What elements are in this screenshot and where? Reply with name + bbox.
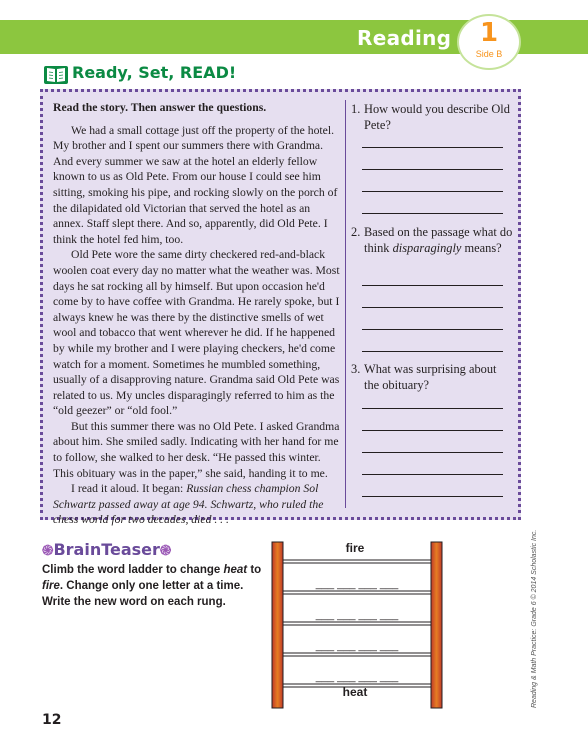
ladder-rung — [283, 653, 431, 656]
swirl-icon: ֍ — [42, 543, 54, 559]
answer-line[interactable] — [362, 213, 503, 214]
question-number: 1. — [351, 102, 361, 116]
question-number: 3. — [351, 362, 361, 376]
question-2 — [351, 225, 513, 256]
brain-teaser-title — [42, 540, 171, 560]
brain-teaser-instructions — [42, 562, 262, 610]
story-paragraph: But this summer there was no Old Pete. I asked Grandma about him. She smiled sadly. Indicating with her hand for me to follow, she walked to her desk. “He passed this winter. This obituary was in the paper,” she said, handing it to me. — [53, 419, 340, 480]
swirl-icon: ֎ — [159, 543, 172, 559]
question-number: 2. — [351, 225, 361, 239]
ladder-rung — [283, 560, 431, 563]
answer-line[interactable] — [362, 169, 503, 170]
question-text: How would you describe Old Pete? — [364, 102, 510, 132]
instr-word-heat: heat — [223, 564, 248, 576]
question-text-part: means? — [461, 240, 502, 255]
page-number: 12 — [42, 712, 62, 728]
story-paragraph: We had a small cottage just off the property of the hotel. My brother and I spent our summers there with Grandma. And every summer we saw at the hotel an elderly fellow known to us as Old Pete. From our house I could see him sitting, smoking his pipe, and rocking slowly on the porch of the dilapidated old Victorian that served the hotel as an annex. Staff slept there. And so, apparently, did Old Pete. I think the hotel fed him, too. — [53, 123, 338, 246]
instr-part: to — [247, 564, 262, 576]
ladder-top-word: fire — [345, 541, 365, 555]
answer-line[interactable] — [362, 408, 503, 409]
story-paragraph-last — [53, 481, 343, 528]
answer-line[interactable] — [362, 191, 503, 192]
question-text-part: Based on the passage what do think — [364, 225, 513, 255]
page-section-title: Reading — [357, 26, 452, 50]
rung-answer-blanks[interactable]: ___ ___ ___ ___ — [315, 578, 399, 590]
answer-line[interactable] — [362, 147, 503, 148]
question-text: What was surprising about the obituary? — [364, 362, 497, 392]
section-heading: Ready, Set, READ! — [72, 63, 237, 82]
rung-answer-blanks[interactable]: ___ ___ ___ ___ — [315, 609, 399, 621]
story-instructions: Read the story. Then answer the questions. — [53, 101, 267, 114]
brain-teaser-label: BrainTeaser — [53, 540, 160, 559]
ladder-rung — [283, 622, 431, 625]
answer-line[interactable] — [362, 307, 503, 308]
copyright-credit: Reading & Math Practice: Grade 6 © 2014 Scholastic Inc. — [531, 529, 538, 708]
rung-answer-blanks[interactable]: ___ ___ ___ ___ — [315, 640, 399, 652]
answer-line[interactable] — [362, 474, 503, 475]
badge-number: 1 — [479, 18, 499, 48]
instr-word-fire: fire — [42, 580, 60, 592]
vocab-word: disparagingly — [392, 240, 462, 255]
answer-line[interactable] — [362, 285, 503, 286]
question-text — [351, 225, 513, 256]
story-paragraph: Old Pete wore the same dirty checkered red-and-black woolen coat every day no matter what the weather was. Most days he sat rocking all by himself. But upon occasion he'd come by to have coffee with Grandma. He rarely spoke, but I always knew he was there by the distinctive smells of wet wool and tobacco that went wherever he did. If he happened by while my brother and I were playing checkers, he'd come watch for a moment. Sometimes he mumbled something, usually of a disapproving nature. Grandma said Old Pete was related to us. My uncles disparagingly referred to him as the “old geezer” or “old fool.” — [53, 248, 340, 418]
rung-answer-blanks[interactable]: ___ ___ ___ ___ — [315, 671, 399, 683]
instr-part: . Change only one letter at a time. Write the new word on each rung. — [42, 580, 244, 608]
lesson-badge — [457, 14, 521, 70]
answer-line[interactable] — [362, 452, 503, 453]
answer-line[interactable] — [362, 496, 503, 497]
obituary-quote: Russian chess champion Sol Schwartz passed away at age 94. Schwartz, who ruled the chess world for two decades, died . . . — [53, 482, 324, 527]
answer-line[interactable] — [362, 351, 503, 352]
book-icon — [43, 64, 69, 86]
ladder-bottom-word: heat — [342, 685, 368, 699]
answer-line[interactable] — [362, 430, 503, 431]
story-text — [53, 100, 343, 528]
panel-divider — [345, 100, 346, 508]
question-3 — [351, 362, 513, 393]
question-1 — [351, 102, 513, 133]
story-lead: I read it aloud. It began: — [71, 482, 187, 496]
ladder-rung — [283, 591, 431, 594]
badge-side-label: Side B — [475, 49, 503, 59]
answer-line[interactable] — [362, 329, 503, 330]
instr-part: Climb the word ladder to change — [42, 564, 224, 576]
